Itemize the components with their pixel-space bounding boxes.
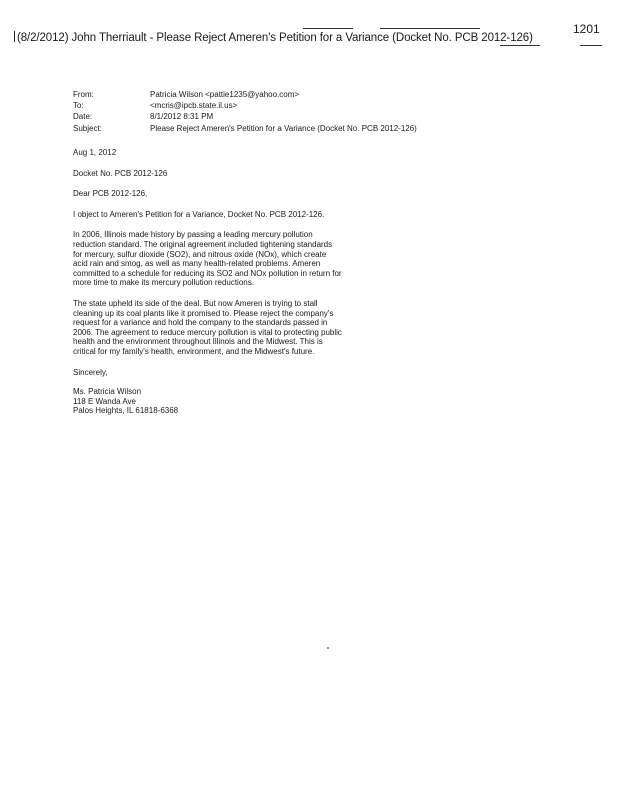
header-underline	[500, 45, 540, 46]
header-underline	[303, 28, 353, 29]
meta-value: <mcris@ipcb.state.il.us>	[150, 101, 238, 111]
scan-speck	[327, 647, 329, 649]
meta-label: To:	[73, 101, 84, 111]
meta-label: From:	[73, 90, 94, 99]
paragraph-1: In 2006, Illinois made history by passing a leading mercury pollution reduction standard. The original agreement included tightening standards for mercury, sulfur dioxide (SO2), and nitrous oxide (NOx), which create acid rain and smog, as well as many health-related problems. Ameren committed to a schedule for reducing its SO2 and NOx pollution in return for more time to make its mercury pollution reductions.	[73, 230, 342, 288]
salutation: Dear PCB 2012-126,	[73, 189, 148, 199]
signature-city: Palos Heights, IL 61818-6368	[73, 406, 179, 416]
signature-name: Ms. Patricia Wilson	[73, 387, 142, 397]
meta-label: Date:	[73, 112, 93, 122]
meta-date-row	[73, 111, 417, 122]
header-underline	[580, 45, 602, 46]
paragraph-2: The state upheld its side of the deal. But now Ameren is trying to stall cleaning up its coal plants like it promised to. Please reject the company's request for a variance and hold the company to the standards passed in 2006. The agreement to reduce mercury pollution is vital to protecting public health and the environment throughout Illinois and the Midwest. This is critical for my family's health, environment, and the Midwest's future.	[73, 298, 342, 356]
email-header-title	[14, 31, 533, 44]
meta-label: Subject:	[73, 123, 102, 133]
letter-date: Aug 1, 2012	[73, 148, 117, 157]
meta-from-row	[73, 89, 417, 100]
closing: Sincerely,	[73, 367, 108, 377]
email-meta	[73, 89, 417, 134]
signature-address: 118 E Wanda Ave	[73, 396, 137, 406]
meta-subject-row	[73, 123, 417, 134]
docket-line: Docket No. PCB 2012-126	[73, 168, 168, 178]
meta-to-row	[73, 100, 417, 111]
meta-value: Patricia Wilson <pattie1235@yahoo.com>	[150, 90, 300, 99]
header-title-text: (8/2/2012) John Therriault - Please Reject Ameren's Petition for a Variance (Docket No. PCB 2012-126)	[17, 32, 533, 44]
meta-value: Please Reject Ameren's Petition for a Variance (Docket No. PCB 2012-126)	[150, 123, 417, 133]
email-body	[73, 148, 343, 416]
header-underline	[380, 28, 480, 29]
meta-value: 8/1/2012 8:31 PM	[150, 112, 214, 122]
page-number: 1201	[573, 22, 600, 36]
subject-line: I object to Ameren's Petition for a Variance, Docket No. PCB 2012-126.	[73, 209, 325, 219]
